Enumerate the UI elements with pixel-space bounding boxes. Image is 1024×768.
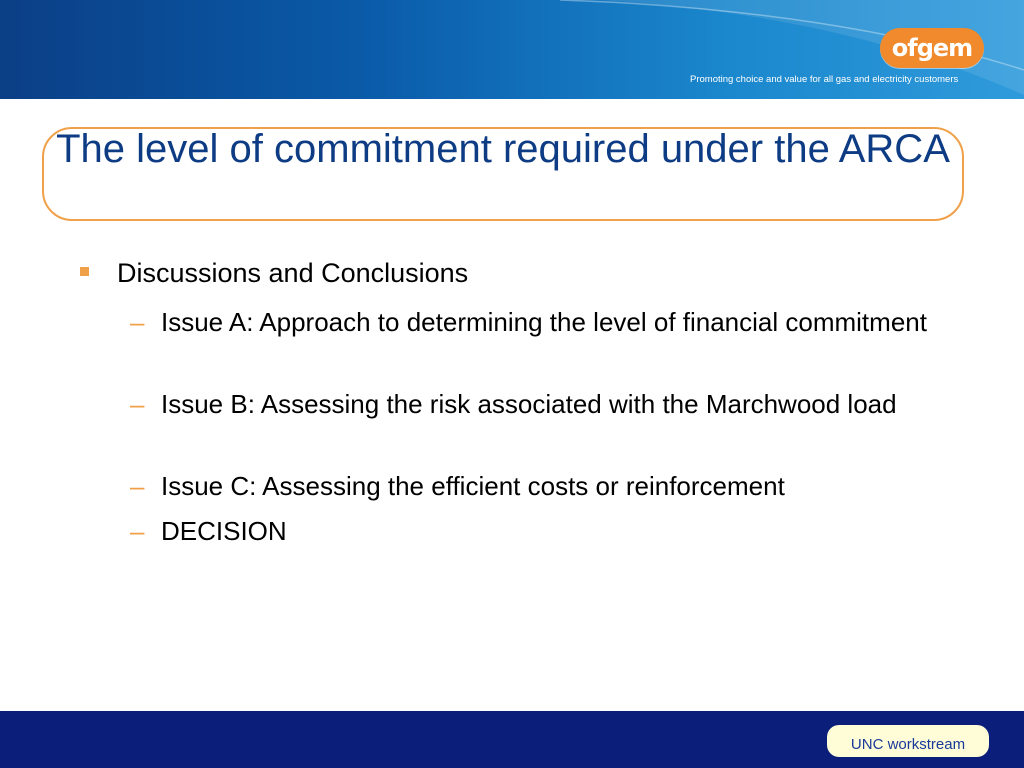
footer-label: UNC workstream xyxy=(850,735,966,753)
square-bullet-icon xyxy=(80,267,89,276)
header-banner xyxy=(0,0,1024,99)
logo-text: ofgem xyxy=(891,34,973,62)
dash-bullet-icon: – xyxy=(130,307,145,337)
bullet-text: Discussions and Conclusions xyxy=(117,258,469,288)
footer-label-tab xyxy=(827,725,989,757)
dash-bullet-icon: – xyxy=(130,516,145,546)
dash-bullet-icon: – xyxy=(130,389,145,419)
dash-bullet-icon: – xyxy=(130,471,145,501)
sub-item-text: DECISION xyxy=(161,516,287,546)
slide-title: The level of commitment required under the ARCA xyxy=(56,127,950,171)
sub-item-text: Issue B: Assessing the risk associated with the Marchwood load xyxy=(161,389,897,419)
header-tagline: Promoting choice and value for all gas and electricity customers xyxy=(690,74,959,85)
sub-item-text: Issue C: Assessing the efficient costs or reinforcement xyxy=(161,471,785,501)
ofgem-logo xyxy=(880,28,984,68)
sub-item-text: Issue A: Approach to determining the level of financial commitment xyxy=(161,307,927,337)
